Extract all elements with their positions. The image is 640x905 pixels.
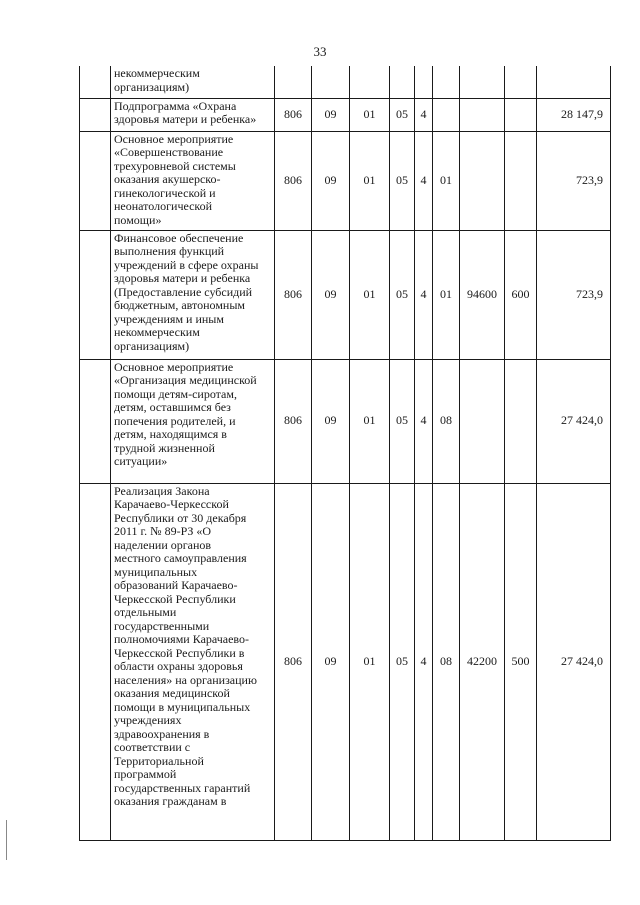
table-row [80,66,611,98]
subsection-code-cell: 01 [350,230,390,359]
subprogram-code-cell: 4 [415,98,433,131]
activity-code-cell: 08 [433,483,460,840]
section-code-cell: 09 [312,230,350,359]
table-row [80,131,611,230]
activity-code-cell: 01 [433,131,460,230]
row-number-cell [80,483,111,840]
program-code-cell [390,66,415,98]
section-code-cell: 09 [312,98,350,131]
amount-cell: 28 147,9 [537,98,611,131]
direction-code-cell [460,131,505,230]
table-row [80,230,611,359]
expense-type-code-cell [505,66,537,98]
item-name-cell [111,230,275,359]
admin-code-cell: 806 [275,359,312,483]
admin-code-cell: 806 [275,98,312,131]
section-code-cell [312,66,350,98]
admin-code-cell: 806 [275,483,312,840]
row-number-cell [80,131,111,230]
subprogram-code-cell: 4 [415,230,433,359]
page-number: 33 [313,44,327,59]
section-code-cell: 09 [312,359,350,483]
subsection-code-cell: 01 [350,131,390,230]
admin-code-cell: 806 [275,230,312,359]
amount-cell: 723,9 [537,131,611,230]
amount-cell: 723,9 [537,230,611,359]
row-number-cell [80,230,111,359]
admin-code-cell: 806 [275,131,312,230]
item-name: Финансовое обеспечение выполнения функций учреждений в сфере охраны здоровья матери и ребенка (Предоставление субсидий бюджетным, автономным учреждениям и иным некоммерческим организациям) [114,230,259,353]
item-name-cell [111,483,275,840]
direction-code-cell: 42200 [460,483,505,840]
direction-code-cell: 94600 [460,230,505,359]
amount-cell: 27 424,0 [537,483,611,840]
program-code-cell: 05 [390,230,415,359]
item-name: некоммерческим организациям) [114,66,200,94]
table-row [80,359,611,483]
expense-type-code-cell [505,131,537,230]
subprogram-code-cell: 4 [415,483,433,840]
table-row [80,98,611,131]
direction-code-cell [460,98,505,131]
program-code-cell: 05 [390,98,415,131]
subsection-code-cell: 01 [350,98,390,131]
activity-code-cell [433,66,460,98]
item-name: Подпрограмма «Охрана здоровья матери и ребенка» [114,98,257,126]
direction-code-cell [460,359,505,483]
expense-type-code-cell [505,98,537,131]
subsection-code-cell [350,66,390,98]
program-code-cell: 05 [390,131,415,230]
amount-cell: 27 424,0 [537,359,611,483]
table-row [80,483,611,840]
item-name-cell [111,131,275,230]
section-code-cell: 09 [312,483,350,840]
subprogram-code-cell: 4 [415,131,433,230]
item-name-cell [111,359,275,483]
expense-type-code-cell: 600 [505,230,537,359]
activity-code-cell: 08 [433,359,460,483]
row-number-cell [80,98,111,131]
admin-code-cell [275,66,312,98]
direction-code-cell [460,66,505,98]
program-code-cell: 05 [390,359,415,483]
item-name: Основное мероприятие «Совершенствование трехуровневой системы оказания акушерско- гинекологической и неонатологической помощи» [114,131,236,227]
scan-edge-mark [6,820,7,860]
expense-type-code-cell [505,359,537,483]
budget-table [79,66,611,841]
activity-code-cell: 01 [433,230,460,359]
expense-type-code-cell: 500 [505,483,537,840]
item-name: Реализация Закона Карачаево-Черкесской Республики от 30 декабря 2011 г. № 89-РЗ «О наделении органов местного самоуправления муниципальных образований Карачаево- Черкесской Республики отдельными государственными полномочиями Карачаево- Черкесской Республики в области охраны здоровья населения» на организацию оказания медицинской помощи в муниципальных учреждениях здравоохранения в соответствии с Территориальной программой государственных гарантий оказания гражданам в [114,483,257,808]
subprogram-code-cell: 4 [415,359,433,483]
subsection-code-cell: 01 [350,359,390,483]
item-name-cell [111,66,275,98]
row-number-cell [80,66,111,98]
section-code-cell: 09 [312,131,350,230]
item-name: Основное мероприятие «Организация медицинской помощи детям-сиротам, детям, оставшимся без попечения родителей, и детям, находящимся в трудной жизненной ситуации» [114,359,257,468]
subprogram-code-cell [415,66,433,98]
item-name-cell [111,98,275,131]
amount-cell [537,66,611,98]
program-code-cell: 05 [390,483,415,840]
activity-code-cell [433,98,460,131]
row-number-cell [80,359,111,483]
subsection-code-cell: 01 [350,483,390,840]
